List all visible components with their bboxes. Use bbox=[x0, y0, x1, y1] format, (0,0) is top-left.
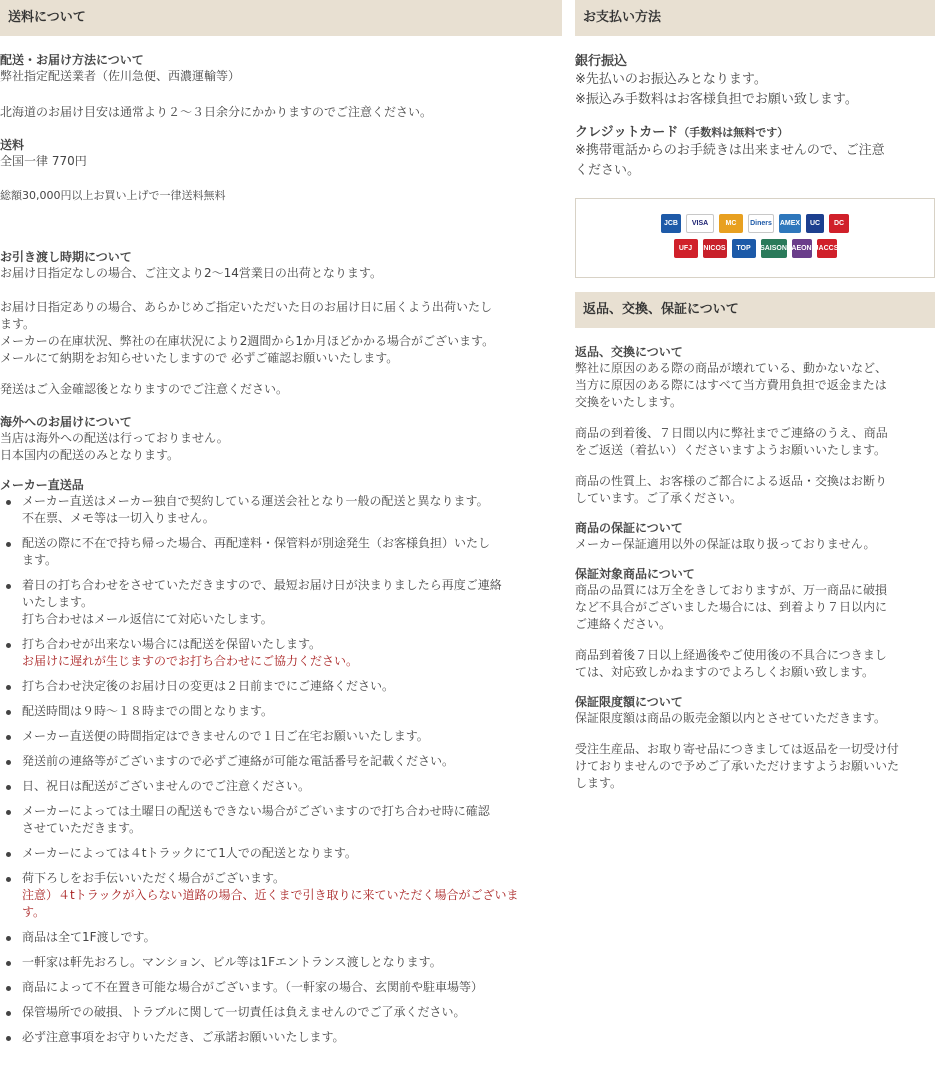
maker-direct-line: いたします。 bbox=[22, 595, 94, 609]
card-logo-icon: JACCS bbox=[817, 239, 837, 258]
bank-transfer-title: 銀行振込 bbox=[575, 54, 628, 69]
card-logo-icon: MC bbox=[719, 214, 743, 233]
timing-p2-line: メールにて納期をお知らせいたしますので 必ずご確認お願いいたします。 bbox=[0, 351, 399, 365]
maker-direct-line: 保管場所での破損、トラブルに関して一切責任は負えませんのでご了承ください。 bbox=[22, 1005, 466, 1019]
maker-direct-item bbox=[0, 803, 562, 837]
maker-direct-line: 打ち合わせ決定後のお届け日の変更は２日前までにご連絡ください。 bbox=[22, 679, 395, 693]
credit-card-title bbox=[575, 124, 935, 141]
maker-direct-item bbox=[0, 577, 562, 628]
card-logo-icon: UFJ bbox=[674, 239, 698, 258]
maker-direct-title: メーカー直送品 bbox=[0, 478, 84, 492]
card-line: ください。 bbox=[575, 163, 641, 178]
warranty-title: 商品の保証について bbox=[575, 521, 683, 535]
maker-direct-line: 荷下ろしをお手伝いいただく場合がございます。 bbox=[22, 871, 286, 885]
maker-direct-line: 打ち合わせが出来ない場合には配送を保留いたします。 bbox=[22, 637, 322, 651]
card-logos-box bbox=[575, 198, 935, 278]
maker-direct-warning: お届けに遅れが生じますのでお打ち合わせにご協力ください。 bbox=[22, 654, 359, 668]
shipping-header: 送料について bbox=[0, 0, 562, 36]
exchange-p2-line: 商品の到着後、７日間以内に弊社までご連絡のうえ、商品 bbox=[575, 426, 888, 440]
card-logo-icon: AEON bbox=[792, 239, 812, 258]
maker-direct-line: 打ち合わせはメール返信にて対応いたします。 bbox=[22, 612, 273, 626]
timing-p2-line: メーカーの在庫状況、弊社の在庫状況により2週間から1か月ほどかかる場合がございます。 bbox=[0, 334, 495, 348]
delivery-method-text: 弊社指定配送業者（佐川急便、西濃運輸等） bbox=[0, 69, 241, 83]
bullet-icon bbox=[6, 500, 11, 505]
exchange-p2-line: をご返送（着払い）くださいますようお願いいたします。 bbox=[575, 443, 887, 457]
card-logo-icon: AMEX bbox=[779, 214, 801, 233]
maker-direct-item bbox=[0, 1029, 562, 1046]
maker-direct-item bbox=[0, 753, 562, 770]
card-line: ※携帯電話からのお手続きは出来ませんので、ご注意 bbox=[575, 143, 885, 158]
exchange-line: 弊社に原因のある際の商品が壊れている、動かないなど、 bbox=[575, 361, 888, 375]
maker-direct-item bbox=[0, 493, 562, 527]
card-logo-icon: NICOS bbox=[703, 239, 727, 258]
maker-direct-item bbox=[0, 954, 562, 971]
timing-p2-line: ます。 bbox=[0, 317, 36, 331]
exchange-line: 当方に原因のある際にはすべて当方費用負担で返金または bbox=[575, 378, 887, 392]
maker-direct-line: メーカー直送はメーカー独自で契約している運送会社となり一般の配送と異なります。 bbox=[22, 494, 489, 508]
overseas-title: 海外へのお届けについて bbox=[0, 415, 132, 429]
maker-direct-item bbox=[0, 870, 562, 921]
card-logos-row bbox=[576, 239, 934, 258]
maker-direct-line: ます。 bbox=[22, 553, 58, 567]
card-logo-icon: SAISON bbox=[761, 239, 787, 258]
maker-direct-line: 商品は全て1F渡しです。 bbox=[22, 930, 156, 944]
bullet-icon bbox=[6, 584, 11, 589]
payment-column bbox=[575, 0, 935, 792]
maker-direct-item bbox=[0, 728, 562, 745]
maker-direct-item bbox=[0, 1004, 562, 1021]
maker-direct-line: 配送時間は９時〜１８時までの間となります。 bbox=[22, 704, 274, 718]
payment-header: お支払い方法 bbox=[575, 0, 935, 36]
free-shipping-note: 総額30,000円以上お買い上げで一律送料無料 bbox=[0, 189, 226, 202]
bullet-icon bbox=[6, 1036, 11, 1041]
maker-direct-line: 不在票、メモ等は一切入りません。 bbox=[22, 511, 215, 525]
bullet-icon bbox=[6, 760, 11, 765]
warranty-limit-title: 保証限度額について bbox=[575, 695, 683, 709]
maker-direct-item bbox=[0, 703, 562, 720]
maker-direct-item bbox=[0, 979, 562, 996]
exchange-p3-line: しています。ご了承ください。 bbox=[575, 491, 743, 505]
maker-direct-line: 着日の打ち合わせをさせていただきますので、最短お届け日が決まりましたら再度ご連絡 bbox=[22, 578, 502, 592]
fee-value: 全国一律 770円 bbox=[0, 154, 87, 168]
bullet-icon bbox=[6, 643, 11, 648]
fee-title: 送料 bbox=[0, 138, 25, 152]
maker-direct-item bbox=[0, 929, 562, 946]
bullet-icon bbox=[6, 685, 11, 690]
payment-confirm-note: 発送はご入金確認後となりますのでご注意ください。 bbox=[0, 382, 289, 396]
no-return-note-line: けておりませんので予めご了承いただけますようお願いいた bbox=[575, 759, 900, 773]
target-p2-line: ては、対応致しかねますのでよろしくお願い致します。 bbox=[575, 665, 875, 679]
card-logo-icon: TOP bbox=[732, 239, 756, 258]
card-logos-row bbox=[576, 214, 934, 233]
target-p2-line: 商品到着後７日以上経過後やご使用後の不具合につきまし bbox=[575, 648, 887, 662]
delivery-title: 配送・お届け方法について bbox=[0, 53, 144, 67]
maker-direct-line: 商品によって不在置き可能な場合がございます。（一軒家の場合、玄関前や駐車場等） bbox=[22, 980, 484, 994]
overseas-line: 日本国内の配送のみとなります。 bbox=[0, 448, 180, 462]
limit-line: 保証限度額は商品の販売金額以内とさせていただきます。 bbox=[575, 711, 887, 725]
maker-direct-list bbox=[0, 493, 562, 1046]
bullet-icon bbox=[6, 936, 11, 941]
maker-direct-line: 必ず注意事項をお守りいただき、ご承諾お願いいたします。 bbox=[22, 1030, 345, 1044]
maker-direct-item bbox=[0, 845, 562, 862]
no-return-note-line: 受注生産品、お取り寄せ品につきましては返品を一切受け付 bbox=[575, 742, 899, 756]
bullet-icon bbox=[6, 852, 11, 857]
maker-direct-item bbox=[0, 678, 562, 695]
maker-direct-warning: す。 bbox=[22, 905, 46, 919]
exchange-line: 交換をいたします。 bbox=[575, 395, 683, 409]
timing-text: お届け日指定なしの場合、ご注文より2〜14営業日の出荷となります。 bbox=[0, 266, 382, 280]
target-line: など不具合がございました場合には、到着より７日以内に bbox=[575, 600, 888, 614]
warranty-line: メーカー保証適用以外の保証は取り扱っておりません。 bbox=[575, 537, 876, 551]
bullet-icon bbox=[6, 785, 11, 790]
maker-direct-warning: 注意）４tトラックが入らない道路の場合、近くまで引き取りに来ていただく場合がございま bbox=[22, 888, 519, 902]
bullet-icon bbox=[6, 810, 11, 815]
warranty-target-title: 保証対象商品について bbox=[575, 567, 695, 581]
maker-direct-item bbox=[0, 636, 562, 670]
card-logo-icon: UC bbox=[806, 214, 824, 233]
bullet-icon bbox=[6, 1011, 11, 1016]
returns-header: 返品、交換、保証について bbox=[575, 292, 935, 328]
hokkaido-note: 北海道のお届け目安は通常より２〜３日余分にかかりますのでご注意ください。 bbox=[0, 105, 433, 119]
bank-line: ※振込み手数料はお客様負担でお願い致します。 bbox=[575, 92, 858, 107]
maker-direct-item bbox=[0, 778, 562, 795]
no-return-note-line: します。 bbox=[575, 776, 623, 790]
bullet-icon bbox=[6, 877, 11, 882]
card-logo-icon: DC bbox=[829, 214, 849, 233]
bullet-icon bbox=[6, 735, 11, 740]
exchange-p3-line: 商品の性質上、お客様のご都合による返品・交換はお断り bbox=[575, 474, 888, 488]
bullet-icon bbox=[6, 542, 11, 547]
maker-direct-line: させていただきます。 bbox=[22, 821, 142, 835]
maker-direct-line: 発送前の連絡等がございますので必ずご連絡が可能な電話番号を記載ください。 bbox=[22, 754, 455, 768]
card-logo-icon: Diners bbox=[748, 214, 774, 233]
maker-direct-line: メーカーによっては４tトラックにて1人での配送となります。 bbox=[22, 846, 357, 860]
timing-p2-line: お届け日指定ありの場合、あらかじめご指定いただいた日のお届け日に届くよう出荷いたし bbox=[0, 300, 493, 314]
maker-direct-line: 日、祝日は配送がございませんのでご注意ください。 bbox=[22, 779, 311, 793]
card-logo-icon: JCB bbox=[661, 214, 681, 233]
bank-line: ※先払いのお振込みとなります。 bbox=[575, 72, 767, 87]
bullet-icon bbox=[6, 710, 11, 715]
maker-direct-line: メーカー直送便の時間指定はできませんので１日ご在宅お願いいたします。 bbox=[22, 729, 429, 743]
target-line: ご連絡ください。 bbox=[575, 617, 672, 631]
maker-direct-item bbox=[0, 535, 562, 569]
exchange-title: 返品、交換について bbox=[575, 345, 683, 359]
timing-paragraph-2 bbox=[0, 299, 562, 367]
maker-direct-line: 一軒家は軒先おろし。マンション、ビル等は1Fエントランス渡しとなります。 bbox=[22, 955, 442, 969]
credit-card-title-text: クレジットカード bbox=[575, 125, 679, 140]
bullet-icon bbox=[6, 961, 11, 966]
maker-direct-line: 配送の際に不在で持ち帰った場合、再配達料・保管料が別途発生（お客様負担）いたし bbox=[22, 536, 491, 550]
target-line: 商品の品質には万全をきしておりますが、万一商品に破損 bbox=[575, 583, 888, 597]
overseas-line: 当店は海外への配送は行っておりません。 bbox=[0, 431, 229, 445]
bullet-icon bbox=[6, 986, 11, 991]
credit-card-fee-note: （手数料は無料です） bbox=[678, 126, 789, 139]
maker-direct-line: メーカーによっては土曜日の配送もできない場合がございますので打ち合わせ時に確認 bbox=[22, 804, 490, 818]
timing-title: お引き渡し時期について bbox=[0, 250, 132, 264]
card-logo-icon: VISA bbox=[686, 214, 714, 233]
